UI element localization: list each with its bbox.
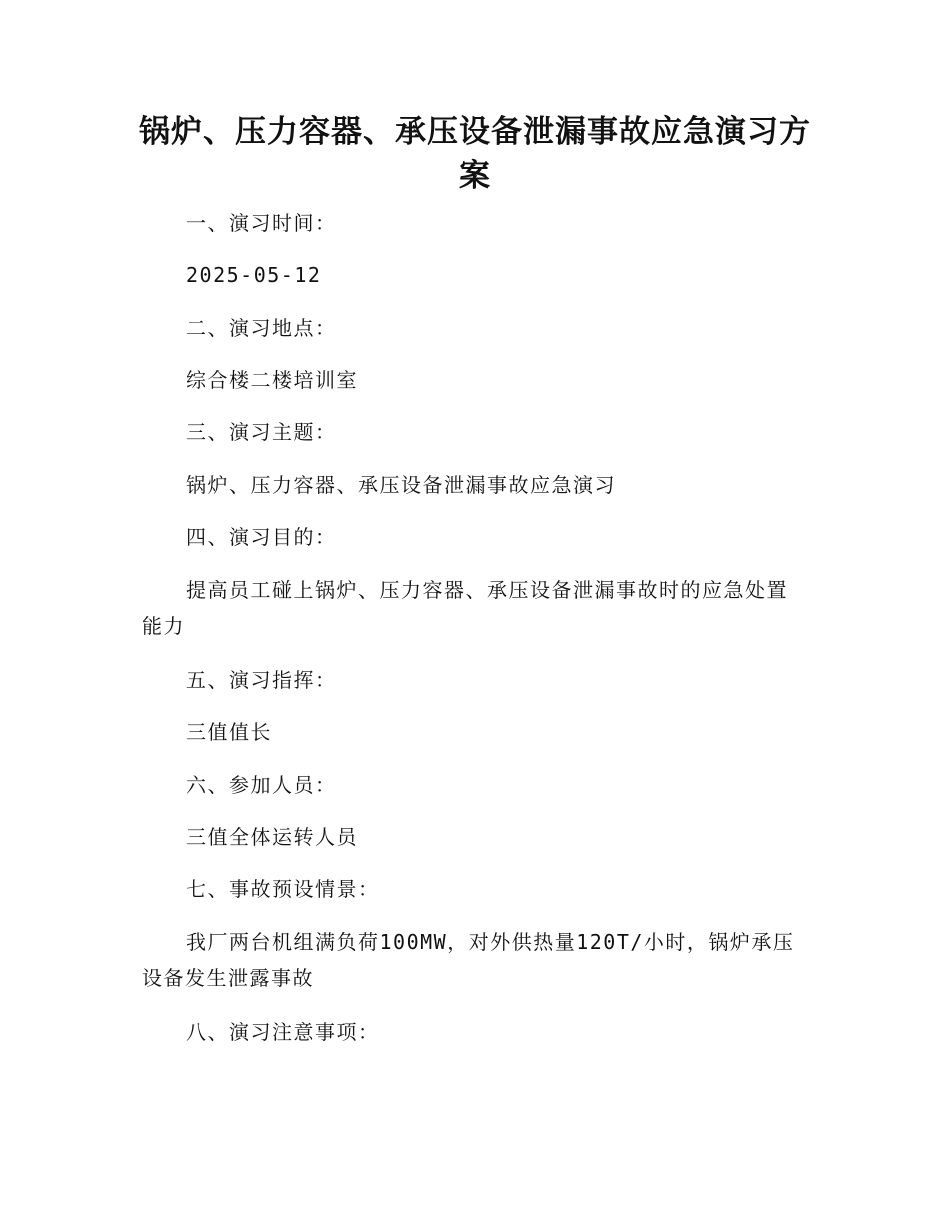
drill-participants: 三值全体运转人员 [186,825,358,849]
section-heading-scenario: 七、事故预设情景： [186,877,380,901]
drill-commander: 三值值长 [186,720,272,744]
drill-scenario: 我厂两台机组满负荷100MW，对外供热量120T/小时，锅炉承压设备发生泄露事故 [142,930,795,990]
section-heading-location: 二、演习地点： [186,316,337,340]
section-heading-participants: 六、参加人员： [186,773,337,797]
section-heading-theme: 三、演习主题： [186,420,337,444]
drill-theme: 锅炉、压力容器、承压设备泄漏事故应急演习 [186,473,616,497]
document-title: 锅炉、压力容器、承压设备泄漏事故应急演习方案 [139,114,811,194]
drill-location: 综合楼二楼培训室 [186,368,358,392]
section-heading-command: 五、演习指挥： [186,668,337,692]
section-heading-time: 一、演习时间： [186,211,337,235]
drill-purpose: 提高员工碰上锅炉、压力容器、承压设备泄漏事故时的应急处置能力 [142,578,788,638]
section-heading-purpose: 四、演习目的： [186,525,337,549]
drill-date: 2025-05-12 [186,263,322,287]
section-heading-notes: 八、演习注意事项： [186,1020,380,1044]
